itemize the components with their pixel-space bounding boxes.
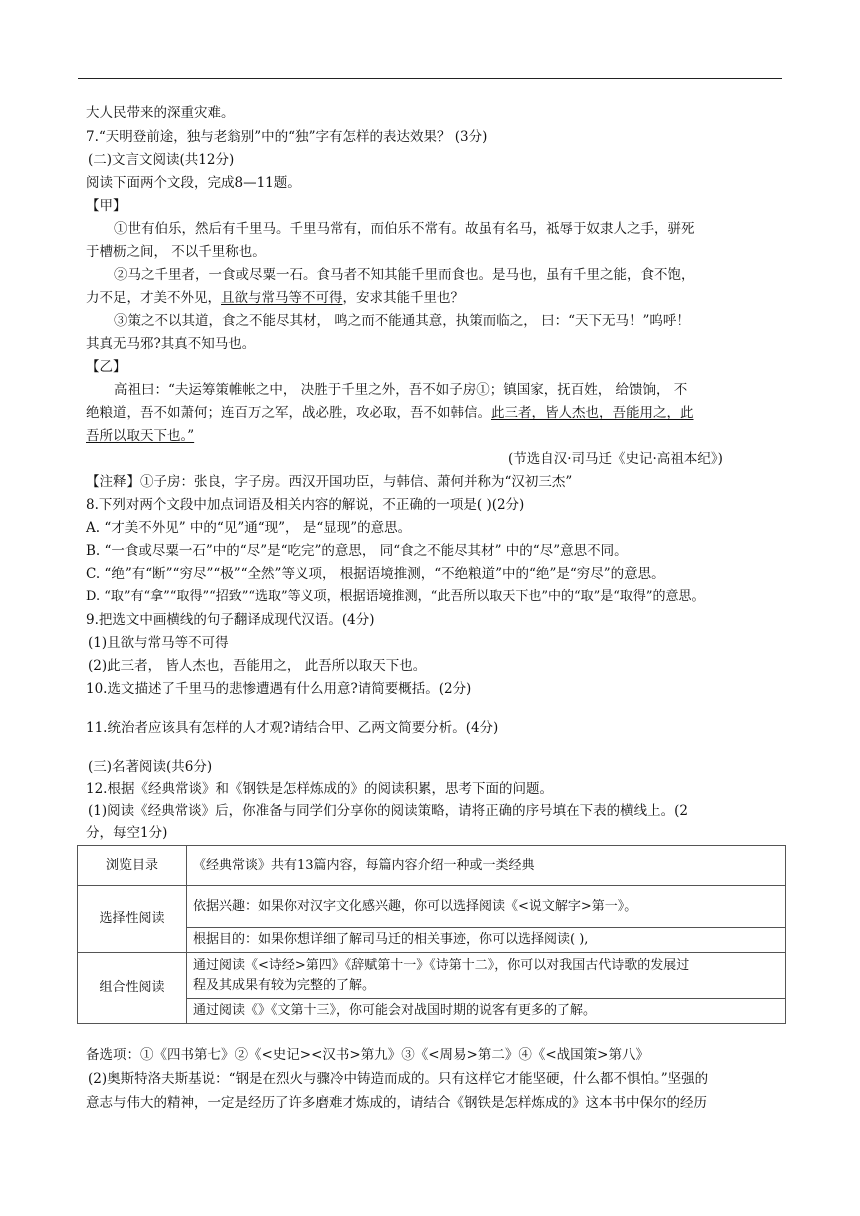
question-9: 9.把选文中画横线的句子翻译成现代汉语。(4分) bbox=[86, 612, 375, 628]
table-cell: 根据目的：如果你想详细了解司马迁的相关事迹，你可以选择阅读( ), bbox=[187, 928, 786, 953]
section-heading: (二)文言文阅读(共12分) bbox=[88, 152, 235, 168]
passage-line: ②马之千里者，一食或尽粟一石。食马者不知其能千里而食也。是马也，虽有千里之能，食不饱， bbox=[114, 267, 695, 283]
option-d: D. “取”有“拿”“取得”“招致”“选取”等义项，根据语境推测，“此吾所以取天下也”中的“取”是“取得”的意思。 bbox=[86, 589, 705, 604]
table-cell-line: 程及其成果有较为完整的了解。 bbox=[193, 977, 376, 993]
passage-line: ①世有伯乐，然后有千里马。千里马常有，而伯乐不常有。故虽有名马，祗辱于奴隶人之手，骈死 bbox=[114, 221, 695, 237]
question-12-part-2: (2)奥斯特洛夫斯基说：“钢是在烈火与骤冷中铸造而成的。只有这样它才能坚硬，什么都不惧怕。”坚强的 bbox=[88, 1071, 709, 1087]
table-row bbox=[78, 846, 786, 886]
question-10: 10.选文描述了千里马的悲惨遭遇有什么用意?请简要概括。(2分) bbox=[86, 681, 472, 697]
table-row-label: 选择性阅读 bbox=[78, 886, 187, 953]
question-12-part-2: 意志与伟大的精神，一定是经历了许多磨难才炼成的，请结合《钢铁是怎样炼成的》这本书中保尔的经历 bbox=[86, 1095, 707, 1111]
passage-line bbox=[86, 403, 694, 423]
passage-line: 于槽枥之间， 不以千里称也。 bbox=[86, 244, 266, 260]
options-list: 备选项：①《四书第七》②《<史记><汉书>第九》③《<周易>第二》④《<战国策>第八》 bbox=[86, 1047, 649, 1063]
passage-label-yi: 【乙】 bbox=[86, 359, 127, 375]
passage-text: ，安求其能千里也？ bbox=[342, 290, 464, 306]
underlined-sentence: 吾所以取天下也。” bbox=[86, 428, 195, 444]
underlined-sentence: 且欲与常马等不可得 bbox=[221, 290, 343, 306]
table-cell: 通过阅读《》《文第十三》，你可能会对战国时期的说客有更多的了解。 bbox=[187, 999, 786, 1024]
option-b: B. “一食或尽粟一石”中的“尽”是“吃完”的意思， 同“食之不能尽其材” 中的“尽”意思不同。 bbox=[86, 543, 628, 559]
passage-line bbox=[86, 288, 464, 308]
table-row-label: 浏览目录 bbox=[78, 846, 187, 886]
question-9-part-1: (1)且欲与常马等不可得 bbox=[88, 635, 229, 651]
option-a: A. “才美不外见” 中的“见”通“现”， 是“显现”的意思。 bbox=[86, 520, 412, 536]
question-12: 12.根据《经典常谈》和《钢铁是怎样炼成的》的阅读积累，思考下面的问题。 bbox=[86, 781, 553, 797]
text-line: 大人民带来的深重灾难。 bbox=[86, 105, 235, 121]
table-cell: 《经典常谈》共有13篇内容，每篇内容介绍一种或一类经典 bbox=[187, 846, 786, 886]
source-citation: (节选自汉·司马迁《史记·高祖本纪》) bbox=[508, 451, 723, 467]
question-11: 11.统治者应该具有怎样的人才观?请结合甲、乙两文简要分析。(4分) bbox=[86, 720, 499, 736]
option-c: C. “绝”有“断”“穷尽”“极”“全然”等义项， 根据语境推测，“不绝粮道”中的“绝”是“穷尽”的意思。 bbox=[86, 566, 665, 582]
table-row bbox=[78, 886, 786, 928]
passage-line: ③策之不以其道，食之不能尽其材， 鸣之而不能通其意，执策而临之， 曰：“天下无马！”呜呼！ bbox=[114, 313, 690, 329]
table-cell bbox=[187, 953, 786, 999]
question-12-part-1: (1)阅读《经典常谈》后，你准备与同学们分享你的阅读策略，请将正确的序号填在下表的横线上。(2 bbox=[88, 803, 688, 819]
table-row bbox=[78, 953, 786, 999]
reading-strategy-table bbox=[77, 845, 786, 1024]
passage-text: 绝粮道，吾不如萧何；连百万之军，战必胜，攻必取，吾不如韩信。 bbox=[86, 405, 491, 421]
table-cell-line: 通过阅读《<诗经>第四》《辞赋第十一》《诗第十二》，你可以对我国古代诗歌的发展过 bbox=[193, 957, 690, 973]
underlined-sentence: 此三者，皆人杰也，吾能用之，此 bbox=[491, 405, 694, 421]
question-8: 8.下列对两个文段中加点词语及相关内容的解说，不正确的一项是( )(2分) bbox=[86, 497, 525, 513]
passage-line: 高祖曰：“夫运筹策帷帐之中， 决胜于千里之外，吾不如子房①；镇国家，抚百姓， 给馈饷， 不 bbox=[114, 382, 688, 398]
passage-label-jia: 【甲】 bbox=[86, 198, 127, 214]
table-cell: 依据兴趣：如果你对汉字文化感兴趣，你可以选择阅读《<说文解字>第一》。 bbox=[187, 886, 786, 928]
question-7: 7.“天明登前途，独与老翁别”中的“独”字有怎样的表达效果？ (3分) bbox=[86, 129, 488, 145]
annotation: 【注释】①子房：张良，字子房。西汉开国功臣，与韩信、萧何并称为“汉初三杰” bbox=[86, 474, 573, 490]
question-9-part-2: (2)此三者， 皆人杰也，吾能用之， 此吾所以取天下也。 bbox=[88, 658, 427, 674]
header-rule bbox=[78, 78, 782, 79]
table-row-label: 组合性阅读 bbox=[78, 953, 187, 1024]
passage-line: 其真无马邪?其真不知马也。 bbox=[86, 336, 256, 352]
instruction: 阅读下面两个文段，完成8—11题。 bbox=[86, 175, 301, 191]
question-12-part-1: 分，每空1分) bbox=[86, 825, 168, 841]
passage-text: 力不足，才美不外见， bbox=[86, 290, 221, 306]
section-heading: (三)名著阅读(共6分) bbox=[88, 759, 213, 775]
